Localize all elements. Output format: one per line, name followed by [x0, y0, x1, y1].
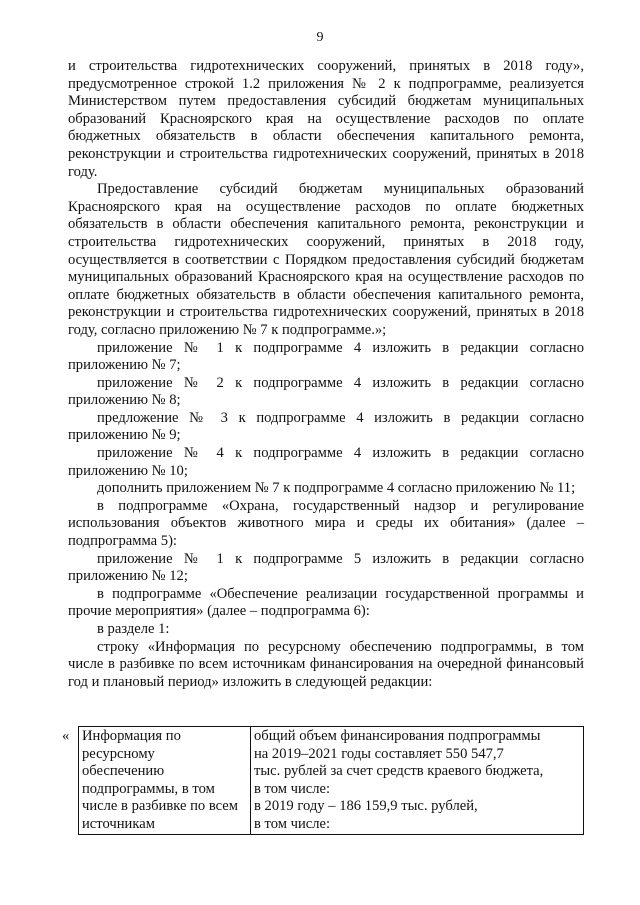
paragraph: приложение № 1 к подпрограмме 5 изложить в редакции согласно приложению № 12; — [68, 550, 584, 585]
resource-table — [78, 726, 584, 835]
cell-line: подпрограммы, в том — [82, 780, 215, 797]
cell-line: обеспечению — [82, 763, 165, 780]
paragraph: в разделе 1: — [97, 621, 170, 637]
paragraph: в подпрограмме «Охрана, государственный надзор и регулирование использования объектов животного мира и среды их обитания» (далее – подпрограмма 5): — [68, 497, 584, 550]
cell-line: тыс. рублей за счет средств краевого бюджета, — [254, 763, 544, 780]
cell-line: источникам — [82, 815, 155, 832]
table-cell-value — [251, 727, 584, 835]
cell-line: на 2019–2021 годы составляет 550 547,7 — [254, 745, 504, 762]
paragraph: приложение № 4 к подпрограмме 4 изложить в редакции согласно приложению № 10; — [68, 445, 584, 479]
paragraph: в подпрограмме «Обеспечение реализации государственной программы и прочие мероприятия» (далее – подпрограмма 6): — [68, 585, 584, 620]
table-cell-label — [79, 727, 251, 835]
paragraph: строку «Информация по ресурсному обеспечению подпрограммы, в том числе в разбивке по всем источникам финансирования на очередной финансовый год и плановый период» изложить в следующей редакции: — [68, 638, 584, 690]
document-body — [68, 58, 584, 691]
cell-line: числе в разбивке по всем — [82, 798, 239, 815]
cell-line: в том числе: — [254, 815, 331, 832]
cell-line: в 2019 году – 186 159,9 тыс. рублей, — [254, 798, 478, 815]
paragraph: дополнить приложением № 7 к подпрограмме 4 согласно приложению № 11; — [97, 480, 576, 497]
paragraph: предложение № 3 к подпрограмме 4 изложить в редакции согласно приложению № 9; — [68, 409, 584, 444]
paragraph: приложение № 1 к подпрограмме 4 изложить в редакции согласно приложению № 7; — [68, 339, 584, 374]
paragraph: и строительства гидротехнических сооружений, принятых в 2018 году», предусмотренное строкой 1.2 приложения № 2 к подпрограмме, реализуется Министерством путем предоставления субсидий бюджетам муниципальных образований Красноярского края на осуществление расходов по оплате бюджетных обязательств в области обеспечения капитального ремонта, реконструкции и строительства гидротехнических сооружений, принятых в 2018 году. — [68, 58, 584, 180]
page-number: 9 — [316, 30, 324, 45]
paragraph: Предоставление субсидий бюджетам муниципальных образований Красноярского края на осуществление расходов по оплате бюджетных обязательств в области обеспечения капитального ремонта, реконструкции и строительства гидротехнических сооружений, принятых в 2018 году, осуществляется в соответствии с Порядком предоставления субсидий бюджетам муниципальных образований Красноярского края на осуществление расходов по оплате бюджетных обязательств в области обеспечения капитального ремонта, реконструкции и строительства гидротехнических сооружений, принятых в 2018 году, согласно приложению № 7 к подпрограмме.»; — [68, 181, 584, 338]
cell-line: общий объем финансирования подпрограммы — [254, 728, 541, 744]
table-row — [79, 727, 584, 835]
cell-line: ресурсному — [82, 745, 155, 762]
opening-quote: « — [62, 728, 70, 744]
cell-line: Информация по — [82, 728, 181, 744]
paragraph: приложение № 2 к подпрограмме 4 изложить в редакции согласно приложению № 8; — [68, 374, 584, 409]
cell-line: в том числе: — [254, 780, 331, 797]
